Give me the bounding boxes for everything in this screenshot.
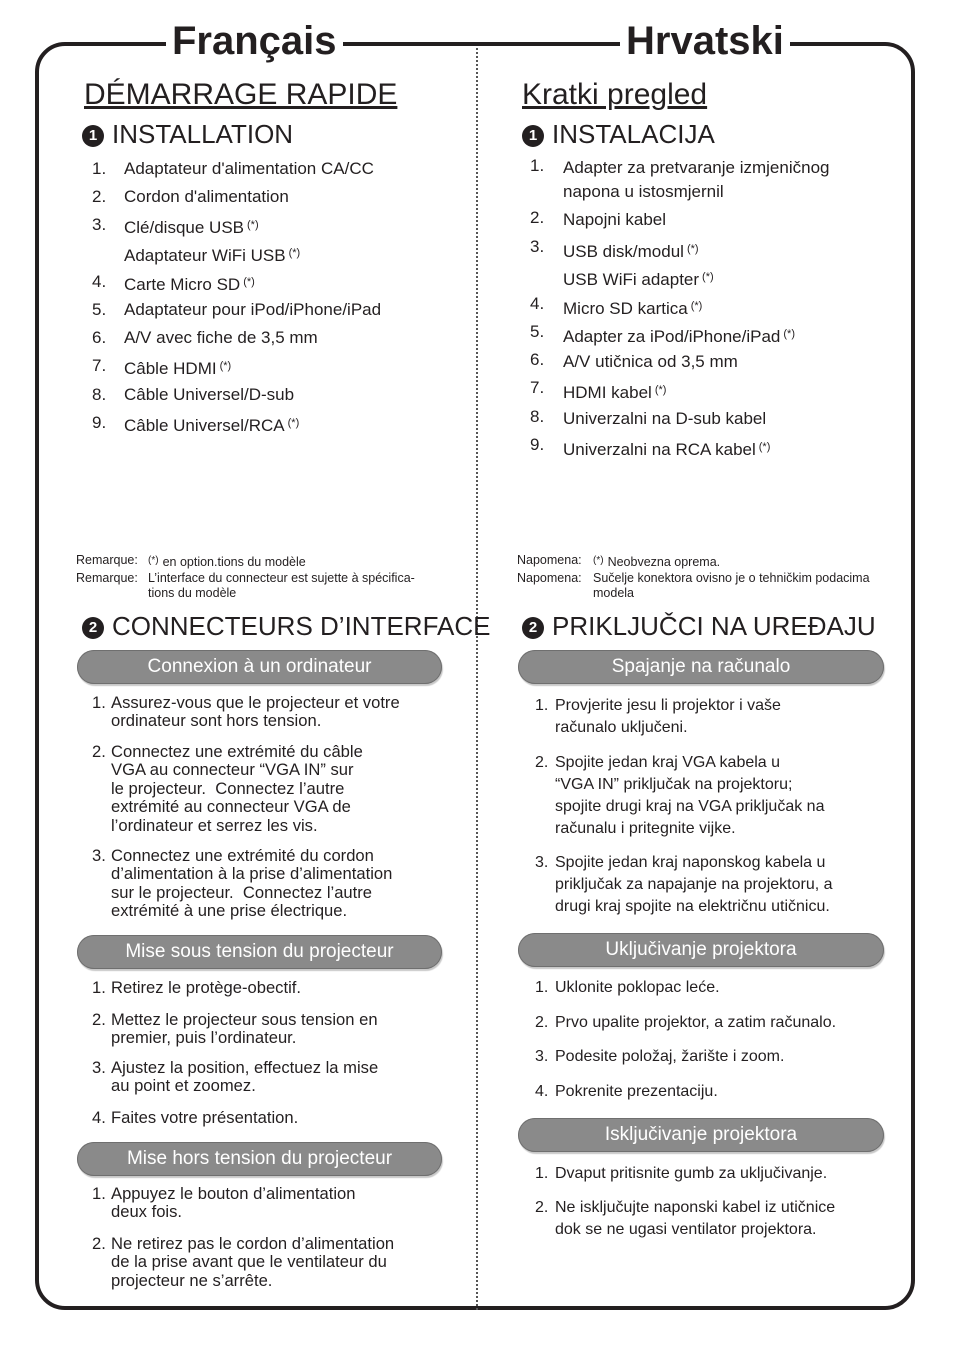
item-number: 2. bbox=[92, 187, 107, 206]
item-label: Carte Micro SD bbox=[124, 275, 241, 294]
optional-marker: (*) bbox=[287, 417, 300, 429]
item-label: Adapter za iPod/iPhone/iPad bbox=[563, 327, 781, 346]
step-text: Ne isključujte naponski kabel iz utičnice dok se ne ugasi ventilator projektora. bbox=[555, 1199, 836, 1238]
item-label: Câble Universel/RCA bbox=[124, 416, 285, 435]
item-text bbox=[124, 243, 300, 266]
item-text bbox=[124, 385, 294, 405]
step-text: Pokrenite prezentaciju. bbox=[555, 1083, 718, 1100]
item-number: 9. bbox=[92, 413, 107, 432]
column-divider bbox=[476, 48, 478, 1310]
item-label: Adaptateur d'alimentation CA/CC bbox=[124, 159, 374, 178]
step-number: 2. bbox=[535, 1014, 549, 1031]
note-label: Napomena: bbox=[517, 571, 582, 585]
item-text bbox=[124, 328, 318, 348]
item-text bbox=[124, 272, 255, 295]
item-number: 5. bbox=[92, 300, 107, 319]
item-number: 8. bbox=[530, 407, 545, 426]
item-label: A/V utičnica od 3,5 mm bbox=[563, 352, 738, 371]
optional-marker: (*) bbox=[219, 360, 232, 372]
power-off-banner: Mise hors tension du projecteur bbox=[77, 1142, 442, 1176]
note-text bbox=[148, 571, 415, 601]
quick-start-heading: DÉMARRAGE RAPIDE bbox=[84, 78, 398, 111]
step-text: Uklonite poklopac leće. bbox=[555, 979, 720, 996]
item-text bbox=[124, 215, 259, 238]
item-label: Adaptateur WiFi USB bbox=[124, 246, 286, 265]
item-number: 5. bbox=[530, 322, 545, 341]
step-number: 1. bbox=[535, 697, 549, 714]
step-number: 2. bbox=[92, 1010, 106, 1029]
installation-section-title bbox=[522, 119, 715, 150]
note-label: Remarque: bbox=[76, 553, 138, 567]
item-label: Adaptateur pour iPod/iPhone/iPad bbox=[124, 300, 382, 319]
item-text bbox=[563, 237, 699, 264]
section-title-text: CONNECTEURS D’INTERFACE bbox=[112, 611, 491, 641]
optional-marker: (*) bbox=[654, 384, 667, 396]
step-text: Connectez une extrémité du cordon d’alimentation à la prise d’alimentation sur le projecteur. Connectez l’autre extrémité à une prise électrique. bbox=[111, 846, 393, 921]
item-label: Clé/disque USB bbox=[124, 218, 245, 237]
item-label: Cordon d'alimentation bbox=[124, 187, 289, 206]
item-text bbox=[124, 300, 381, 320]
note-text bbox=[593, 553, 720, 570]
note-body: Sučelje konektora ovisno je o tehničkim podacima modela bbox=[593, 571, 870, 600]
connect-computer-banner: Spajanje na računalo bbox=[518, 650, 884, 684]
note-label: Napomena: bbox=[517, 553, 582, 567]
optional-marker: (*) bbox=[288, 247, 301, 259]
step-number: 1. bbox=[92, 1184, 106, 1203]
note-body: L’interface du connecteur est sujette à spécifica- tions du modèle bbox=[148, 571, 415, 600]
step-number: 1. bbox=[92, 693, 106, 712]
step-number: 3. bbox=[535, 854, 549, 871]
step-text: Faites votre présentation. bbox=[111, 1108, 299, 1127]
item-text bbox=[124, 159, 374, 179]
step-text: Podesite položaj, žarište i zoom. bbox=[555, 1048, 785, 1065]
item-label: USB WiFi adapter bbox=[563, 270, 700, 289]
item-number: 6. bbox=[92, 328, 107, 347]
item-text bbox=[124, 356, 231, 379]
item-text bbox=[563, 156, 829, 204]
item-text bbox=[563, 378, 666, 405]
note-body: Neobvezna oprema. bbox=[607, 555, 721, 569]
optional-marker: (*) bbox=[243, 276, 255, 288]
section-number-badge: 2 bbox=[522, 617, 544, 639]
item-number: 1. bbox=[530, 156, 545, 175]
step-text: Mettez le projecteur sous tension en premier, puis l’ordinateur. bbox=[111, 1010, 378, 1048]
item-text bbox=[124, 413, 299, 436]
item-number: 4. bbox=[92, 272, 107, 291]
note-label: Remarque: bbox=[76, 571, 138, 585]
item-number: 8. bbox=[92, 385, 107, 404]
step-text: Dvaput pritisnite gumb za uključivanje. bbox=[555, 1165, 828, 1182]
optional-marker: (*) bbox=[593, 555, 604, 566]
french-title: Français bbox=[166, 18, 343, 64]
step-number: 3. bbox=[92, 1058, 106, 1077]
section-number-badge: 2 bbox=[82, 617, 104, 639]
section-number-badge: 1 bbox=[82, 125, 104, 147]
step-text: Spojite jedan kraj VGA kabela u “VGA IN” priključak na projektoru; spojite drugi kraj na VGA priključak na računalu i pritegnite vijke. bbox=[555, 754, 825, 837]
item-number: 2. bbox=[530, 208, 545, 227]
installation-section-title bbox=[82, 119, 293, 150]
item-number: 7. bbox=[92, 356, 107, 375]
item-text bbox=[563, 294, 702, 321]
optional-marker: (*) bbox=[690, 300, 703, 312]
step-text: Ajustez la position, effectuez la mise au point et zoomez. bbox=[111, 1058, 379, 1096]
item-number: 6. bbox=[530, 350, 545, 369]
optional-marker: (*) bbox=[702, 271, 714, 283]
item-text bbox=[563, 265, 714, 292]
step-text: Prvo upalite projektor, a zatim računalo. bbox=[555, 1014, 837, 1031]
power-on-banner: Uključivanje projektora bbox=[518, 933, 884, 967]
item-number: 9. bbox=[530, 435, 545, 454]
note-body: en option.tions du modèle bbox=[162, 555, 306, 569]
optional-marker: (*) bbox=[783, 328, 795, 340]
optional-marker: (*) bbox=[247, 219, 259, 231]
step-number: 4. bbox=[92, 1108, 106, 1127]
step-number: 2. bbox=[92, 1234, 106, 1253]
interface-section-title bbox=[82, 611, 490, 642]
item-label: Adapter za pretvaranje izmjeničnog napona u istosmjernil bbox=[563, 158, 830, 201]
step-text: Appuyez le bouton d’alimentation deux fois. bbox=[111, 1184, 356, 1222]
section-title-text: INSTALACIJA bbox=[552, 119, 715, 149]
item-label: Univerzalni na RCA kabel bbox=[563, 440, 756, 459]
item-number: 7. bbox=[530, 378, 545, 397]
item-label: Câble HDMI bbox=[124, 359, 217, 378]
step-text: Retirez le protège-obectif. bbox=[111, 978, 302, 997]
item-text bbox=[124, 187, 289, 207]
item-text bbox=[563, 407, 766, 431]
item-number: 3. bbox=[92, 215, 107, 234]
note-text bbox=[593, 571, 870, 601]
step-number: 2. bbox=[92, 742, 106, 761]
item-label: USB disk/modul bbox=[563, 242, 684, 261]
section-title-text: PRIKLJUČCI NA UREĐAJU bbox=[552, 611, 876, 641]
step-text: Ne retirez pas le cordon d’alimentation de la prise avant que le ventilateur du projecteur ne s’arrête. bbox=[111, 1234, 395, 1290]
step-text: Provjerite jesu li projektor i vaše računalo uključeni. bbox=[555, 697, 781, 736]
connect-computer-banner: Connexion à un ordinateur bbox=[77, 650, 442, 684]
item-text bbox=[563, 208, 666, 232]
step-number: 1. bbox=[535, 979, 549, 996]
note-text bbox=[148, 553, 306, 570]
step-number: 2. bbox=[535, 1199, 549, 1216]
step-number: 3. bbox=[92, 846, 106, 865]
step-text: Spojite jedan kraj naponskog kabela u priključak za napajanje na projektoru, a drugi kraj spojite na električnu utičnicu. bbox=[555, 854, 833, 915]
optional-marker: (*) bbox=[686, 243, 699, 255]
step-number: 2. bbox=[535, 754, 549, 771]
step-number: 4. bbox=[535, 1083, 549, 1100]
interface-section-title bbox=[522, 611, 876, 642]
item-label: Câble Universel/D-sub bbox=[124, 385, 295, 404]
item-label: Micro SD kartica bbox=[563, 299, 688, 318]
item-number: 3. bbox=[530, 237, 545, 256]
step-text: Assurez-vous que le projecteur et votre ordinateur sont hors tension. bbox=[111, 693, 400, 731]
croatian-title: Hrvatski bbox=[620, 18, 790, 64]
quick-start-heading: Kratki pregled bbox=[522, 78, 708, 111]
item-number: 1. bbox=[92, 159, 107, 178]
item-number: 4. bbox=[530, 294, 545, 313]
item-text bbox=[563, 322, 795, 349]
optional-marker: (*) bbox=[148, 555, 159, 566]
step-number: 3. bbox=[535, 1048, 549, 1065]
item-label: Univerzalni na D-sub kabel bbox=[563, 409, 767, 428]
item-text bbox=[563, 435, 770, 462]
section-number-badge: 1 bbox=[522, 125, 544, 147]
item-text bbox=[563, 350, 738, 374]
step-text: Connectez une extrémité du câble VGA au connecteur “VGA IN” sur le projecteur. Connectez l’autre extrémité au connecteur VGA de l’ordinateur et serrez les vis. bbox=[111, 742, 363, 835]
power-off-banner: Isključivanje projektora bbox=[518, 1118, 884, 1152]
item-label: Napojni kabel bbox=[563, 210, 667, 229]
optional-marker: (*) bbox=[758, 441, 771, 453]
step-number: 1. bbox=[92, 978, 106, 997]
item-label: A/V avec fiche de 3,5 mm bbox=[124, 328, 318, 347]
power-on-banner: Mise sous tension du projecteur bbox=[77, 935, 442, 969]
section-title-text: INSTALLATION bbox=[112, 119, 294, 149]
step-number: 1. bbox=[535, 1165, 549, 1182]
item-label: HDMI kabel bbox=[563, 383, 652, 402]
